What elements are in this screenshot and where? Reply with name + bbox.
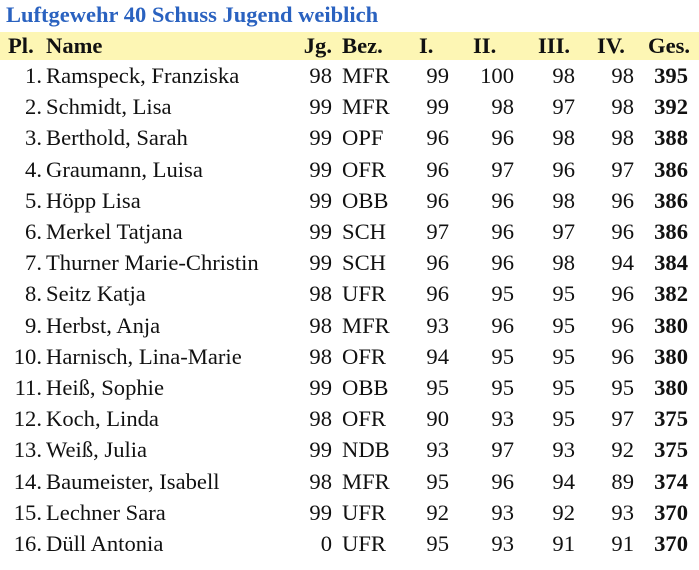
cell-series-1: 93 (426, 312, 449, 338)
table-row (0, 497, 699, 528)
cell-series-2: 96 (491, 312, 514, 338)
cell-place: 9. (25, 312, 42, 338)
cell-series-1: 93 (426, 437, 449, 463)
cell-district: MFR (342, 312, 390, 338)
cell-place: 12. (13, 406, 42, 432)
cell-year: 99 (309, 94, 332, 120)
cell-series-3: 97 (552, 94, 575, 120)
cell-place: 11. (14, 375, 42, 401)
cell-series-2: 93 (491, 499, 514, 525)
table-row (0, 528, 699, 559)
cell-series-1: 96 (426, 187, 449, 213)
table-row (0, 434, 699, 465)
cell-name: Merkel Tatjana (46, 219, 183, 245)
cell-year: 0 (320, 531, 332, 557)
cell-year: 99 (309, 187, 332, 213)
cell-series-1: 90 (426, 406, 449, 432)
cell-series-1: 96 (426, 250, 449, 276)
table-row (0, 310, 699, 341)
cell-series-4: 95 (611, 375, 634, 401)
cell-series-4: 97 (611, 406, 634, 432)
cell-series-2: 95 (491, 281, 514, 307)
cell-series-4: 96 (611, 219, 634, 245)
cell-place: 5. (25, 187, 42, 213)
cell-series-3: 98 (552, 125, 575, 151)
cell-place: 7. (25, 250, 42, 276)
cell-series-4: 98 (611, 125, 634, 151)
header-district: Bez. (342, 33, 383, 58)
cell-series-1: 96 (426, 281, 449, 307)
cell-district: OBB (342, 375, 389, 401)
cell-name: Heiß, Sophie (46, 375, 164, 401)
cell-name: Weiß, Julia (46, 437, 148, 463)
table-row (0, 185, 699, 216)
cell-name: Herbst, Anja (46, 312, 161, 338)
table-row (0, 372, 699, 403)
table-row (0, 341, 699, 372)
cell-total: 388 (654, 125, 688, 151)
cell-series-3: 95 (552, 343, 575, 369)
cell-place: 15. (13, 499, 42, 525)
cell-name: Seitz Katja (46, 281, 146, 307)
cell-name: Harnisch, Lina-Marie (46, 343, 242, 369)
cell-name: Lechner Sara (46, 499, 166, 525)
cell-series-3: 98 (552, 187, 575, 213)
cell-district: OBB (342, 187, 389, 213)
cell-name: Koch, Linda (46, 406, 159, 432)
table-row (0, 278, 699, 309)
header-series-2: II. (473, 33, 497, 58)
cell-name: Düll Antonia (46, 531, 164, 557)
cell-series-3: 96 (552, 156, 575, 182)
cell-district: SCH (342, 219, 386, 245)
cell-series-1: 96 (426, 156, 449, 182)
cell-series-3: 91 (552, 531, 575, 557)
cell-series-2: 95 (491, 343, 514, 369)
page-title: Luftgewehr 40 Schuss Jugend weiblich (6, 2, 379, 27)
table-row (0, 122, 699, 153)
cell-series-3: 92 (552, 499, 575, 525)
cell-total: 380 (654, 343, 688, 369)
cell-district: UFR (342, 531, 386, 557)
cell-series-1: 92 (426, 499, 449, 525)
cell-series-4: 96 (611, 312, 634, 338)
cell-series-2: 96 (491, 125, 514, 151)
cell-total: 370 (654, 499, 688, 525)
cell-year: 99 (309, 219, 332, 245)
cell-series-4: 89 (611, 468, 634, 494)
cell-series-3: 95 (552, 406, 575, 432)
cell-place: 3. (25, 125, 42, 151)
cell-place: 13. (13, 437, 42, 463)
cell-name: Ramspeck, Franziska (46, 63, 240, 88)
header-place: Pl. (8, 33, 34, 58)
cell-series-1: 99 (426, 94, 449, 120)
cell-year: 99 (309, 499, 332, 525)
table-row (0, 60, 699, 91)
cell-district: OFR (342, 343, 386, 369)
cell-name: Baumeister, Isabell (46, 468, 220, 494)
cell-series-2: 95 (491, 375, 514, 401)
cell-total: 375 (654, 406, 688, 432)
cell-place: 16. (13, 531, 42, 557)
cell-district: OPF (342, 125, 384, 151)
cell-series-4: 96 (611, 187, 634, 213)
cell-total: 386 (654, 156, 688, 182)
cell-total: 374 (654, 468, 688, 494)
cell-name: Schmidt, Lisa (46, 94, 172, 120)
cell-series-1: 94 (426, 343, 449, 369)
cell-district: SCH (342, 250, 386, 276)
cell-series-2: 100 (480, 63, 514, 88)
cell-total: 382 (654, 281, 688, 307)
cell-series-2: 93 (491, 531, 514, 557)
cell-total: 380 (654, 312, 688, 338)
cell-series-2: 96 (491, 219, 514, 245)
cell-series-4: 97 (611, 156, 634, 182)
cell-series-4: 92 (611, 437, 634, 463)
cell-series-2: 97 (491, 156, 514, 182)
cell-district: MFR (342, 94, 390, 120)
header-series-1: I. (419, 33, 434, 58)
cell-district: MFR (342, 63, 390, 88)
cell-series-4: 96 (611, 281, 634, 307)
cell-district: OFR (342, 156, 386, 182)
cell-series-4: 91 (611, 531, 634, 557)
cell-series-3: 97 (552, 219, 575, 245)
cell-year: 98 (309, 63, 332, 88)
cell-series-1: 96 (426, 125, 449, 151)
cell-place: 10. (13, 343, 42, 369)
cell-series-3: 95 (552, 375, 575, 401)
table-row (0, 403, 699, 434)
cell-series-2: 93 (491, 406, 514, 432)
cell-district: OFR (342, 406, 386, 432)
cell-place: 14. (13, 468, 42, 494)
table-row (0, 247, 699, 278)
cell-series-2: 96 (491, 468, 514, 494)
cell-place: 8. (25, 281, 42, 307)
cell-name: Graumann, Luisa (46, 156, 203, 182)
cell-year: 99 (309, 375, 332, 401)
cell-series-2: 98 (491, 94, 514, 120)
cell-series-3: 98 (552, 63, 575, 88)
results-body (0, 60, 699, 559)
cell-series-1: 95 (426, 531, 449, 557)
cell-series-2: 96 (491, 187, 514, 213)
cell-series-4: 96 (611, 343, 634, 369)
cell-place: 4. (25, 156, 42, 182)
cell-total: 386 (654, 219, 688, 245)
cell-series-4: 98 (611, 63, 634, 88)
cell-year: 98 (309, 312, 332, 338)
table-row (0, 154, 699, 185)
cell-series-1: 95 (426, 468, 449, 494)
cell-year: 99 (309, 125, 332, 151)
cell-series-4: 93 (611, 499, 634, 525)
cell-series-3: 95 (552, 281, 575, 307)
cell-year: 99 (309, 250, 332, 276)
cell-series-1: 95 (426, 375, 449, 401)
cell-total: 384 (654, 250, 688, 276)
cell-series-4: 94 (611, 250, 634, 276)
header-name: Name (46, 33, 103, 58)
cell-series-4: 98 (611, 94, 634, 120)
cell-total: 395 (654, 63, 688, 88)
header-year: Jg. (303, 33, 332, 58)
cell-name: Höpp Lisa (46, 187, 141, 213)
cell-total: 375 (654, 437, 688, 463)
table-header-row (0, 32, 699, 60)
cell-name: Berthold, Sarah (46, 125, 188, 151)
cell-year: 99 (309, 437, 332, 463)
cell-place: 2. (25, 94, 42, 120)
cell-total: 386 (654, 187, 688, 213)
cell-district: UFR (342, 499, 386, 525)
cell-series-3: 95 (552, 312, 575, 338)
header-series-3: III. (538, 33, 571, 58)
cell-district: MFR (342, 468, 390, 494)
table-row (0, 466, 699, 497)
cell-total: 370 (654, 531, 688, 557)
cell-year: 98 (309, 343, 332, 369)
results-table (0, 32, 699, 559)
cell-series-3: 98 (552, 250, 575, 276)
cell-district: NDB (342, 437, 390, 463)
cell-year: 98 (309, 468, 332, 494)
cell-series-2: 96 (491, 250, 514, 276)
cell-year: 98 (309, 406, 332, 432)
cell-year: 98 (309, 281, 332, 307)
header-series-4: IV. (597, 33, 625, 58)
cell-place: 1. (25, 63, 42, 88)
cell-series-3: 93 (552, 437, 575, 463)
cell-series-3: 94 (552, 468, 575, 494)
header-total: Ges. (648, 33, 691, 58)
cell-total: 392 (654, 94, 688, 120)
cell-series-1: 99 (426, 63, 449, 88)
table-row (0, 216, 699, 247)
cell-series-1: 97 (426, 219, 449, 245)
cell-total: 380 (654, 375, 688, 401)
cell-district: UFR (342, 281, 386, 307)
cell-year: 99 (309, 156, 332, 182)
table-row (0, 91, 699, 122)
cell-series-2: 97 (491, 437, 514, 463)
cell-place: 6. (25, 219, 42, 245)
cell-name: Thurner Marie-Christin (46, 250, 259, 276)
